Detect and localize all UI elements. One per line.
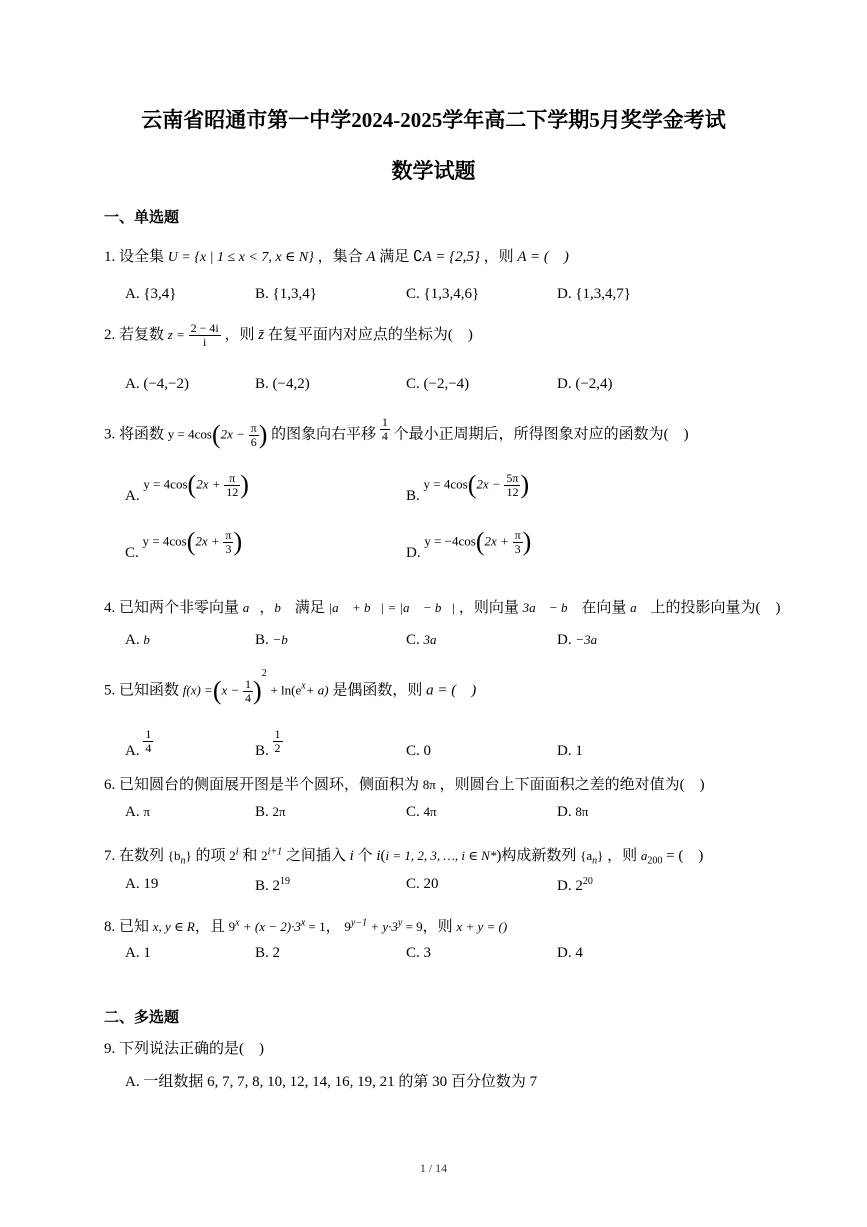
q7-mid3: 个: [357, 848, 373, 864]
q3-option-b[interactable]: B. y = 4cos(2x − $\frac{5\pi}{12}$ ): [406, 470, 530, 505]
q4-option-d[interactable]: D. −3a⃗: [557, 632, 608, 648]
q5-ask: a = ( ): [426, 682, 477, 699]
q7-and: 和: [242, 848, 258, 864]
q4-pre: 已知两个非零向量: [119, 600, 240, 616]
q8-eq2: $9^{y-1} + y\cdot 3^y = 9$: [344, 917, 423, 934]
q4-vector-b: b⃗: [274, 600, 292, 615]
q3-option-c[interactable]: C. y = 4cos(2x + $\frac{\pi}{3}$ ): [125, 527, 243, 562]
q7-number: 7.: [104, 848, 116, 864]
q1-complement: ∁: [413, 249, 423, 265]
q2-pre: 若复数: [119, 326, 165, 343]
q8-mid: ，且: [194, 919, 225, 935]
q4-vector-a: a⃗: [242, 600, 260, 615]
q8-sep: ，: [325, 919, 341, 935]
q6-number: 6.: [104, 777, 116, 793]
q5-post: 是偶函数，则: [332, 682, 423, 699]
q3-func-fraction: $\frac{\pi}{6}$: [250, 420, 257, 449]
question-4: [104, 596, 781, 617]
q7-pre: 在数列: [119, 848, 165, 864]
q3-option-d[interactable]: D. y = −4cos(2x + $\frac{\pi}{3}$ ): [406, 527, 532, 562]
q5-f-rest-exp: x: [301, 680, 306, 692]
q7-option-c[interactable]: C. 20: [406, 876, 439, 892]
q6-option-a[interactable]: A. π: [125, 804, 150, 820]
q6-pre: 已知圆台的侧面展开图是半个圆环，侧面积为: [119, 777, 420, 793]
q4-condition: |a⃗ + b⃗| = |a⃗ − b⃗|: [328, 600, 456, 615]
q4-mid2: ，则向量: [458, 600, 519, 616]
q4-option-c[interactable]: C. 3a⃗: [406, 632, 447, 648]
q5-option-d[interactable]: D. 1: [557, 743, 583, 759]
q7-a200: $a_{200}$: [640, 848, 663, 867]
q2-fraction: $\frac{2 - 4i}{i}$: [190, 321, 219, 349]
question-7: [104, 844, 703, 867]
paper-title-line1: 云南省昭通市第一中学2024-2025学年高二下学期5月奖学金考试: [141, 108, 726, 132]
q2-option-d[interactable]: D. (−2,4): [557, 376, 613, 392]
q2-option-a[interactable]: A. (−4,−2): [125, 376, 190, 392]
q7-ask: = ( ): [666, 848, 704, 864]
q8-post: ，则: [422, 919, 453, 935]
q4-number: 4.: [104, 600, 116, 616]
question-6: [104, 773, 705, 794]
q5-f-rest: + ln(e: [270, 682, 302, 698]
q9-option-a[interactable]: A. 一组数据 6, 7, 7, 8, 10, 12, 14, 16, 19, 21 的第 30 百分位数为 7: [125, 1074, 538, 1090]
q1-complement-eq: A = {2,5}: [422, 249, 480, 265]
question-1: [104, 245, 569, 266]
q8-option-d[interactable]: D. 4: [557, 945, 583, 961]
q6-post: ，则圆台上下面面积之差的绝对值为( ): [439, 777, 705, 793]
q2-post2: 在复平面内对应点的坐标为( ): [267, 326, 473, 343]
q7-cond: i = 1, 2, 3, …, i ∈ N*: [385, 848, 497, 863]
q1-option-a[interactable]: A. {3,4}: [125, 286, 177, 302]
q5-f-exponent: 2: [261, 668, 267, 680]
q2-post: ，则: [224, 326, 255, 343]
q2-number: 2.: [104, 326, 116, 343]
q7-post: ，则: [607, 848, 638, 864]
q1-option-b[interactable]: B. {1,3,4}: [255, 286, 317, 302]
q4-option-a[interactable]: A. b⃗: [125, 632, 160, 648]
q5-pre: 已知函数: [119, 682, 180, 699]
q3-shift-fraction: $\frac{1}{4}$: [381, 414, 388, 443]
q4-mid: 满足: [294, 600, 325, 616]
q5-option-c[interactable]: C. 0: [406, 743, 432, 759]
q1-universal-set: U = {x | 1 ≤ x < 7, x ∈ N}: [167, 250, 314, 265]
q5-option-a[interactable]: A. $\frac{1}{4}$: [125, 727, 152, 759]
q1-option-d[interactable]: D. {1,3,4,7}: [557, 286, 631, 302]
q1-post: ，则: [483, 249, 514, 265]
q4-vector-expr: 3a⃗ − b⃗: [522, 600, 578, 615]
q8-cond1: x, y ∈ R: [152, 919, 195, 934]
q5-option-b[interactable]: B. $\frac{1}{2}$: [255, 727, 281, 759]
q8-ask: x + y = (): [456, 919, 508, 934]
q4-mid3: 在向量: [581, 600, 627, 616]
q8-option-b[interactable]: B. 2: [255, 945, 281, 961]
q7-seq-a: $\{a_n\}$: [580, 848, 604, 867]
q8-option-a[interactable]: A. 1: [125, 945, 151, 961]
page-number: 1 / 14: [419, 1161, 448, 1175]
q2-zbar: z̄: [258, 326, 265, 343]
section-single-choice: 一、单选题: [104, 210, 180, 226]
q7-power1: 2$^i$: [229, 846, 239, 863]
q4-option-b[interactable]: B. −b⃗: [255, 632, 298, 648]
question-2: [104, 322, 473, 349]
q7-paren-close: )构成新数列: [496, 848, 577, 864]
q7-i1: i: [349, 848, 354, 864]
question-5: 5. 已知函数 f(x) =(x − $\frac{1}{4}$ )$^2 + \ln(e^x+ a)$ 是偶函数，则 a = ( ): [104, 668, 477, 705]
paper-title-line2: 数学试题: [391, 159, 476, 183]
q5-f-lhs: f(x) =: [182, 682, 213, 698]
q3-pre: 将函数: [119, 426, 165, 443]
q6-area: 8π: [422, 777, 436, 792]
q3-post: 个最小正周期后，所得图象对应的函数为( ): [393, 426, 689, 443]
q3-func-inner: 2x −: [220, 426, 245, 442]
q4-post: 上的投影向量为( ): [650, 600, 781, 616]
q1-pre: 设全集: [119, 249, 165, 265]
q6-option-c[interactable]: C. 4π: [406, 804, 437, 820]
q7-power2: $2^{i+1}$: [261, 846, 283, 863]
q8-pre: 已知: [119, 919, 150, 935]
q7-mid2: 之间插入: [285, 848, 346, 864]
q7-option-a[interactable]: A. 19: [125, 876, 159, 892]
q1-mid2: 满足: [379, 249, 410, 265]
q1-mid: ，集合: [317, 249, 363, 265]
q8-number: 8.: [104, 919, 116, 935]
q2-option-c[interactable]: C. (−2,−4): [406, 376, 470, 392]
q5-number: 5.: [104, 682, 116, 699]
question-9: [104, 1037, 264, 1058]
q3-func-lhs: y = 4cos: [167, 426, 212, 442]
q9-number: 9.: [104, 1041, 116, 1057]
q1-ask: A = ( ): [517, 249, 569, 265]
q3-mid: 的图象向右平移: [271, 426, 377, 443]
q8-eq1: $9^x + (x - 2)\cdot 3^x = 1$: [228, 917, 326, 934]
q4-vector-a2: a⃗: [630, 600, 647, 615]
section-multi-choice: 二、多选题: [104, 1010, 180, 1026]
q1-var-a: A: [366, 249, 376, 265]
q5-f-rest2: + a): [305, 682, 329, 698]
q6-option-b[interactable]: B. 2π: [255, 804, 286, 820]
q9-text: 下列说法正确的是( ): [119, 1041, 264, 1057]
question-8: [104, 915, 507, 936]
q4-sep: ，: [259, 600, 275, 616]
q3-option-a[interactable]: A. y = 4cos(2x + $\frac{\pi}{12}$ ): [125, 470, 249, 505]
q7-i2: i: [376, 848, 381, 864]
q2-option-b[interactable]: B. (−4,2): [255, 376, 310, 392]
question-3: 3. 将函数 y = 4cos(2x − $\frac{\pi}{6}$ ) 的图象向右平移 $\frac{1}{4}$ 个最小正周期后，所得图象对应的函数为( ): [104, 414, 689, 449]
q3-number: 3.: [104, 426, 116, 443]
q5-f-fraction: $\frac{1}{4}$: [245, 676, 252, 705]
q1-option-c[interactable]: C. {1,3,4,6}: [406, 286, 480, 302]
q7-paren: (: [380, 848, 386, 864]
q7-mid: 的项: [195, 848, 226, 864]
q8-option-c[interactable]: C. 3: [406, 945, 432, 961]
q7-seq-b: $\{b_n\}$: [167, 848, 192, 867]
q5-f-inner: x −: [221, 682, 240, 698]
q7-option-b[interactable]: B. $2^{19}$: [255, 876, 291, 894]
q1-number: 1.: [104, 249, 116, 265]
q2-z-lhs: z =: [167, 326, 185, 342]
q6-option-d[interactable]: D. 8π: [557, 804, 589, 820]
q7-option-d[interactable]: D. $2^{20}$: [557, 876, 593, 894]
